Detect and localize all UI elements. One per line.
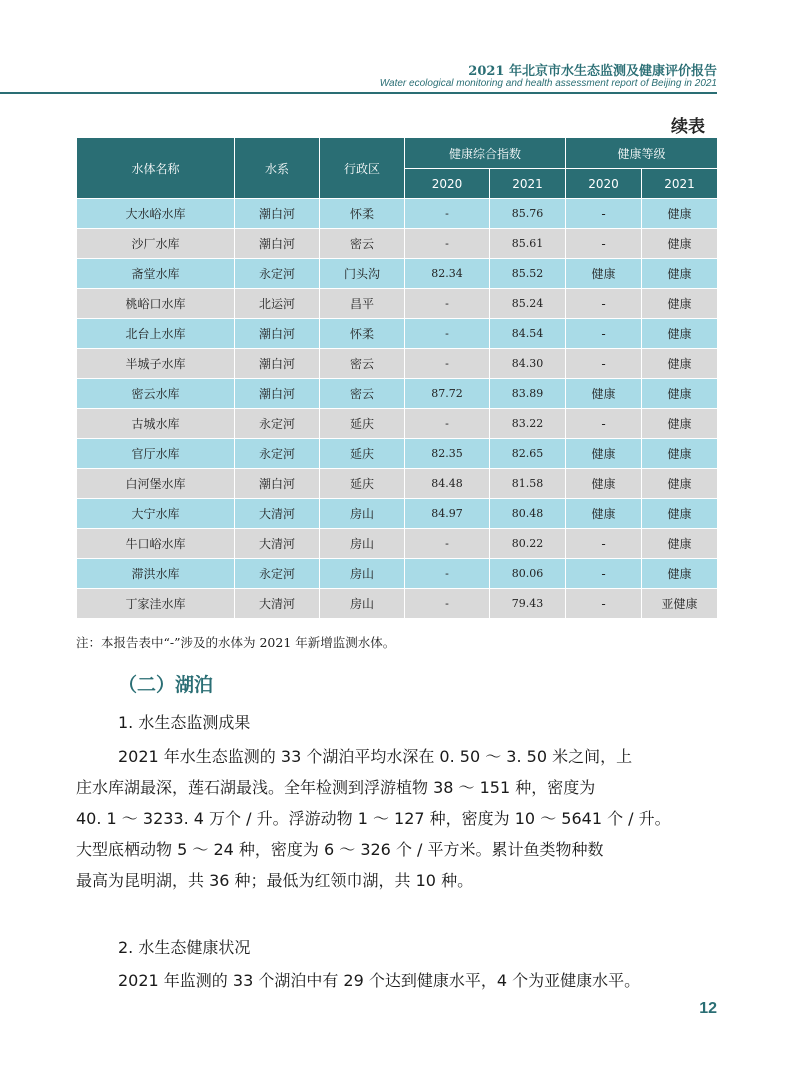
table-row	[77, 259, 718, 289]
cell-index-2020: -	[405, 289, 490, 319]
cell-index-2021: 81.58	[490, 469, 566, 499]
paragraph-2	[76, 965, 717, 996]
cell-system: 潮白河	[235, 319, 320, 349]
cell-district: 密云	[320, 379, 405, 409]
cell-grade-2020: 健康	[566, 469, 642, 499]
cell-district: 房山	[320, 499, 405, 529]
cell-district: 门头沟	[320, 259, 405, 289]
cell-index-2021: 85.76	[490, 199, 566, 229]
cell-system: 永定河	[235, 439, 320, 469]
cell-system: 潮白河	[235, 469, 320, 499]
cell-grade-2021: 健康	[642, 469, 718, 499]
table-row	[77, 409, 718, 439]
table-row	[77, 349, 718, 379]
cell-grade-2020: -	[566, 229, 642, 259]
col-header-grade-2020: 2020	[566, 169, 642, 199]
cell-grade-2020: 健康	[566, 259, 642, 289]
table-row	[77, 319, 718, 349]
cell-index-2021: 80.22	[490, 529, 566, 559]
cell-district: 昌平	[320, 289, 405, 319]
table-row	[77, 229, 718, 259]
reservoir-health-table	[76, 137, 718, 619]
cell-grade-2020: 健康	[566, 499, 642, 529]
cell-system: 永定河	[235, 409, 320, 439]
cell-district: 延庆	[320, 439, 405, 469]
cell-index-2020: -	[405, 559, 490, 589]
cell-index-2020: 84.48	[405, 469, 490, 499]
subsection-heading-2: 2. 水生态健康状况	[118, 938, 251, 957]
col-header-index-group: 健康综合指数	[405, 138, 566, 169]
cell-district: 怀柔	[320, 199, 405, 229]
section-heading: （二）湖泊	[118, 674, 214, 696]
report-title: 2021 年北京市水生态监测及健康评价报告	[468, 64, 717, 79]
cell-grade-2021: 健康	[642, 199, 718, 229]
cell-district: 延庆	[320, 409, 405, 439]
cell-index-2021: 82.65	[490, 439, 566, 469]
cell-index-2020: -	[405, 529, 490, 559]
cell-index-2021: 80.06	[490, 559, 566, 589]
cell-grade-2020: -	[566, 409, 642, 439]
cell-system: 潮白河	[235, 229, 320, 259]
table-row	[77, 379, 718, 409]
table-body	[77, 199, 718, 619]
cell-name: 古城水库	[77, 409, 235, 439]
cell-system: 永定河	[235, 259, 320, 289]
table-row	[77, 499, 718, 529]
cell-name: 大宁水库	[77, 499, 235, 529]
cell-index-2021: 85.61	[490, 229, 566, 259]
cell-name: 大水峪水库	[77, 199, 235, 229]
col-header-grade-group: 健康等级	[566, 138, 718, 169]
paragraph-line: 庄水库湖最深，莲石湖最浅。全年检测到浮游植物 38 ～ 151 种，密度为	[76, 778, 596, 797]
cell-grade-2020: -	[566, 349, 642, 379]
cell-grade-2021: 健康	[642, 259, 718, 289]
col-header-system: 水系	[235, 138, 320, 199]
table-row	[77, 199, 718, 229]
cell-grade-2021: 健康	[642, 319, 718, 349]
cell-grade-2021: 健康	[642, 379, 718, 409]
cell-index-2020: -	[405, 589, 490, 619]
cell-system: 大清河	[235, 589, 320, 619]
table-note: 注：本报告表中“-”涉及的水体为 2021 年新增监测水体。	[76, 635, 396, 650]
cell-index-2021: 85.52	[490, 259, 566, 289]
cell-grade-2020: -	[566, 289, 642, 319]
cell-grade-2020: -	[566, 319, 642, 349]
table-row	[77, 439, 718, 469]
cell-name: 沙厂水库	[77, 229, 235, 259]
cell-grade-2021: 健康	[642, 529, 718, 559]
table-row	[77, 559, 718, 589]
cell-index-2021: 80.48	[490, 499, 566, 529]
cell-name: 半城子水库	[77, 349, 235, 379]
cell-district: 延庆	[320, 469, 405, 499]
cell-name: 北台上水库	[77, 319, 235, 349]
cell-grade-2021: 健康	[642, 289, 718, 319]
cell-name: 官厅水库	[77, 439, 235, 469]
cell-name: 密云水库	[77, 379, 235, 409]
cell-grade-2020: -	[566, 589, 642, 619]
cell-district: 房山	[320, 589, 405, 619]
cell-index-2021: 84.30	[490, 349, 566, 379]
paragraph-line: 2021 年水生态监测的 33 个湖泊平均水深在 0. 50 ～ 3. 50 米之间，上	[118, 747, 633, 766]
table-row	[77, 289, 718, 319]
cell-grade-2020: -	[566, 559, 642, 589]
cell-grade-2021: 健康	[642, 349, 718, 379]
cell-district: 密云	[320, 229, 405, 259]
cell-system: 潮白河	[235, 349, 320, 379]
cell-system: 大清河	[235, 499, 320, 529]
page-number: 12	[699, 1000, 717, 1017]
cell-index-2020: -	[405, 199, 490, 229]
cell-name: 丁家洼水库	[77, 589, 235, 619]
cell-grade-2020: -	[566, 529, 642, 559]
cell-name: 牛口峪水库	[77, 529, 235, 559]
cell-index-2020: -	[405, 319, 490, 349]
subsection-heading-1: 1. 水生态监测成果	[118, 713, 251, 732]
cell-name: 白河堡水库	[77, 469, 235, 499]
cell-grade-2020: -	[566, 199, 642, 229]
cell-system: 大清河	[235, 529, 320, 559]
cell-district: 房山	[320, 559, 405, 589]
cell-name: 桃峪口水库	[77, 289, 235, 319]
cell-index-2021: 84.54	[490, 319, 566, 349]
cell-index-2020: -	[405, 229, 490, 259]
cell-grade-2021: 健康	[642, 499, 718, 529]
paragraph-line: 2021 年监测的 33 个湖泊中有 29 个达到健康水平，4 个为亚健康水平。	[118, 971, 641, 990]
cell-grade-2021: 健康	[642, 559, 718, 589]
cell-name: 滞洪水库	[77, 559, 235, 589]
col-header-index-2020: 2020	[405, 169, 490, 199]
cell-system: 北运河	[235, 289, 320, 319]
cell-grade-2021: 健康	[642, 229, 718, 259]
table-row	[77, 469, 718, 499]
cell-index-2021: 79.43	[490, 589, 566, 619]
cell-system: 潮白河	[235, 199, 320, 229]
paragraph-line: 大型底栖动物 5 ～ 24 种，密度为 6 ～ 326 个 / 平方米。累计鱼类物种数	[76, 840, 604, 859]
cell-district: 房山	[320, 529, 405, 559]
continued-label: 续表	[671, 117, 705, 137]
col-header-index-2021: 2021	[490, 169, 566, 199]
paragraph-line: 最高为昆明湖，共 36 种；最低为红领巾湖，共 10 种。	[76, 871, 474, 890]
cell-index-2021: 83.22	[490, 409, 566, 439]
cell-index-2020: -	[405, 349, 490, 379]
col-header-district: 行政区	[320, 138, 405, 199]
cell-index-2020: 82.35	[405, 439, 490, 469]
cell-index-2021: 85.24	[490, 289, 566, 319]
cell-index-2021: 83.89	[490, 379, 566, 409]
cell-index-2020: 87.72	[405, 379, 490, 409]
header-divider	[0, 92, 717, 94]
cell-system: 潮白河	[235, 379, 320, 409]
cell-district: 怀柔	[320, 319, 405, 349]
col-header-name: 水体名称	[77, 138, 235, 199]
table-row	[77, 589, 718, 619]
cell-index-2020: -	[405, 409, 490, 439]
paragraph-1	[76, 741, 717, 896]
table-row	[77, 529, 718, 559]
cell-name: 斋堂水库	[77, 259, 235, 289]
cell-system: 永定河	[235, 559, 320, 589]
cell-grade-2021: 亚健康	[642, 589, 718, 619]
cell-index-2020: 84.97	[405, 499, 490, 529]
col-header-grade-2021: 2021	[642, 169, 718, 199]
cell-district: 密云	[320, 349, 405, 379]
cell-grade-2020: 健康	[566, 439, 642, 469]
cell-grade-2020: 健康	[566, 379, 642, 409]
cell-index-2020: 82.34	[405, 259, 490, 289]
paragraph-line: 40. 1 ～ 3233. 4 万个 / 升。浮游动物 1 ～ 127 种，密度为 10 ～ 5641 个 / 升。	[76, 809, 671, 828]
cell-grade-2021: 健康	[642, 409, 718, 439]
cell-grade-2021: 健康	[642, 439, 718, 469]
report-subtitle: Water ecological monitoring and health assessment report of Beijing in 2021	[379, 78, 717, 89]
